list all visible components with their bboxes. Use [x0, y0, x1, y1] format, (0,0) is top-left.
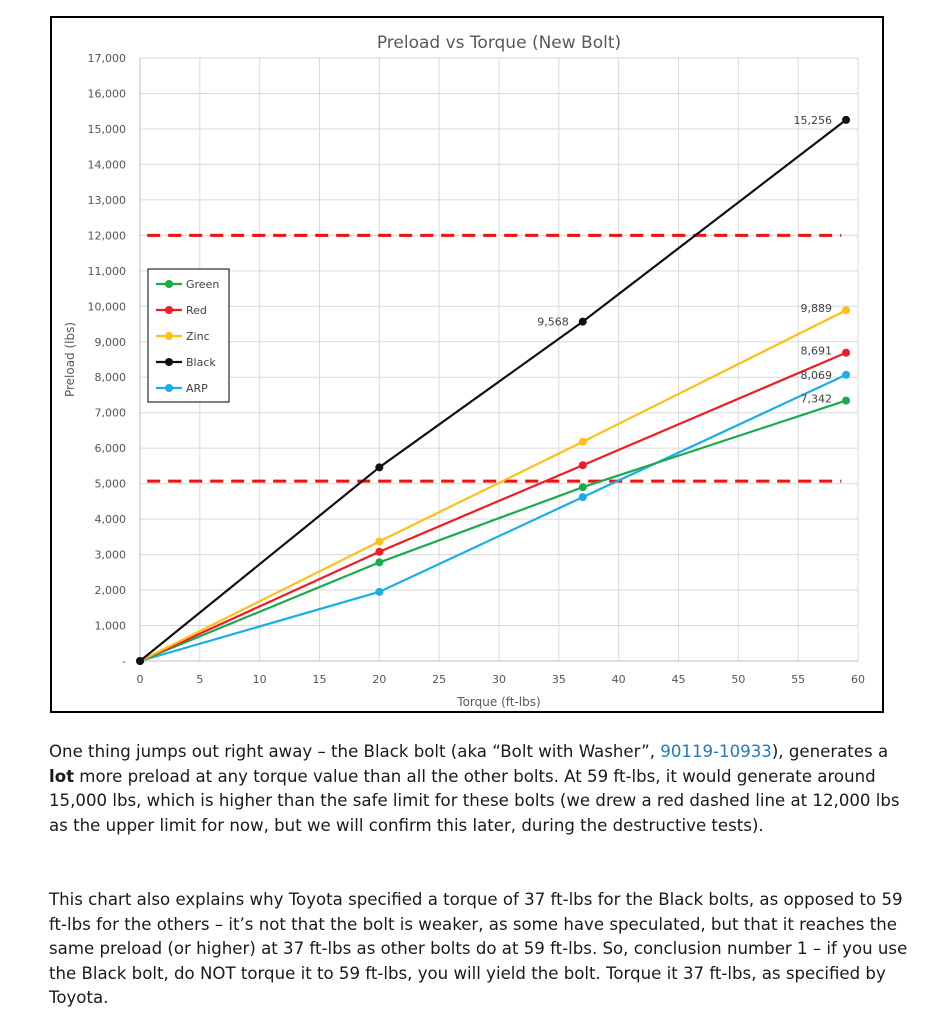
chart-title: Preload vs Torque (New Bolt): [376, 33, 622, 53]
data-label: 7,342: [800, 392, 833, 406]
data-point-green: [375, 558, 383, 566]
chart-frame: [50, 16, 884, 713]
data-point-red: [842, 349, 850, 357]
data-point-black: [375, 463, 383, 471]
y-tick-label: 4,000: [94, 513, 126, 527]
x-tick-label: 35: [551, 673, 566, 686]
y-tick-label: 9,000: [94, 335, 126, 349]
x-tick-label: 60: [851, 673, 865, 686]
x-tick-label: 40: [611, 673, 626, 686]
x-tick-label: 50: [731, 673, 746, 686]
y-tick-label: 15,000: [87, 122, 126, 136]
x-tick-label: 15: [312, 673, 327, 686]
x-tick-label: 45: [671, 673, 686, 686]
data-point-black: [842, 116, 850, 124]
legend-label-red: Red: [186, 304, 207, 317]
legend-label-zinc: Zinc: [186, 330, 210, 343]
y-tick-label: 17,000: [87, 52, 126, 65]
data-point-black: [136, 657, 144, 665]
data-point-arp: [579, 493, 587, 501]
data-label: 9,889: [800, 302, 833, 316]
y-tick-label: 8,000: [94, 371, 126, 385]
y-tick-label: 6,000: [94, 442, 126, 456]
y-tick-label: 14,000: [87, 158, 126, 172]
y-axis-label: Preload (lbs): [63, 321, 77, 398]
legend-marker-green: [165, 280, 173, 288]
legend-marker-arp: [165, 384, 173, 392]
y-tick-label: 2,000: [94, 584, 126, 598]
data-point-zinc: [842, 306, 850, 314]
y-tick-label: 5,000: [94, 477, 126, 491]
data-label: 8,691: [800, 344, 833, 358]
x-tick-label: 5: [196, 673, 204, 686]
data-label: 9,568: [537, 315, 569, 329]
x-tick-label: 55: [791, 673, 806, 686]
data-point-red: [579, 461, 587, 469]
y-tick-label: 12,000: [87, 229, 126, 243]
data-point-zinc: [579, 438, 587, 446]
x-axis-label: Torque (ft-lbs): [457, 695, 541, 709]
y-tick-label: 11,000: [87, 264, 126, 278]
legend-marker-black: [165, 358, 173, 366]
x-tick-label: 20: [372, 673, 387, 686]
data-point-arp: [375, 588, 383, 596]
y-tick-label: 3,000: [94, 548, 126, 562]
y-tick-label: 10,000: [87, 300, 126, 314]
data-point-black: [579, 318, 587, 326]
part-number-link[interactable]: 90119-10933: [660, 742, 772, 761]
article-paragraph-1: [49, 740, 909, 838]
preload-vs-torque-chart: [52, 18, 882, 711]
x-tick-label: 25: [432, 673, 447, 686]
y-tick-label: 13,000: [87, 193, 126, 207]
data-point-arp: [842, 371, 850, 379]
data-point-green: [579, 483, 587, 491]
paragraph-1-text-a: One thing jumps out right away – the Black bolt (aka “Bolt with Washer”,: [49, 742, 661, 761]
paragraph-1-text-c: more preload at any torque value than all the other bolts. At 59 ft-lbs, it would generate around 15,000 lbs, which is higher than the safe limit for these bolts (we drew a red dashed line at 12,000 lbs as the upper limit for now, but we will confirm this later, during the destructive tests).: [49, 766, 900, 835]
y-tick-label: 16,000: [87, 87, 126, 101]
data-point-red: [375, 548, 383, 556]
data-label: 15,256: [793, 113, 833, 127]
x-tick-label: 0: [136, 673, 144, 686]
legend-label-green: Green: [186, 278, 220, 291]
legend-marker-red: [165, 306, 173, 314]
y-tick-label: 1,000: [94, 619, 126, 633]
article-paragraph-2: This chart also explains why Toyota specified a torque of 37 ft-lbs for the Black bolts, as opposed to 59 ft-lbs for the others – it’s not that the bolt is weaker, as some have speculated, but that it reaches the same preload (or higher) at 37 ft-lbs as other bolts do at 59 ft-lbs. So, conclusion number 1 – if you use the Black bolt, do NOT torque it to 59 ft-lbs, you will yield the bolt. Torque it 37 ft-lbs, as specified by Toyota.: [49, 890, 908, 1008]
y-tick-label: -: [122, 655, 126, 668]
legend-marker-zinc: [165, 332, 173, 340]
data-point-zinc: [375, 537, 383, 545]
data-point-green: [842, 397, 850, 405]
legend-label-arp: ARP: [186, 382, 208, 395]
paragraph-1-text-b: ), generates a: [771, 742, 889, 761]
legend-label-black: Black: [186, 356, 216, 369]
x-tick-label: 10: [252, 673, 267, 686]
data-label: 8,069: [800, 368, 833, 382]
x-tick-label: 30: [492, 673, 506, 686]
y-tick-label: 7,000: [94, 406, 126, 420]
emphasis-lot: lot: [49, 766, 75, 786]
